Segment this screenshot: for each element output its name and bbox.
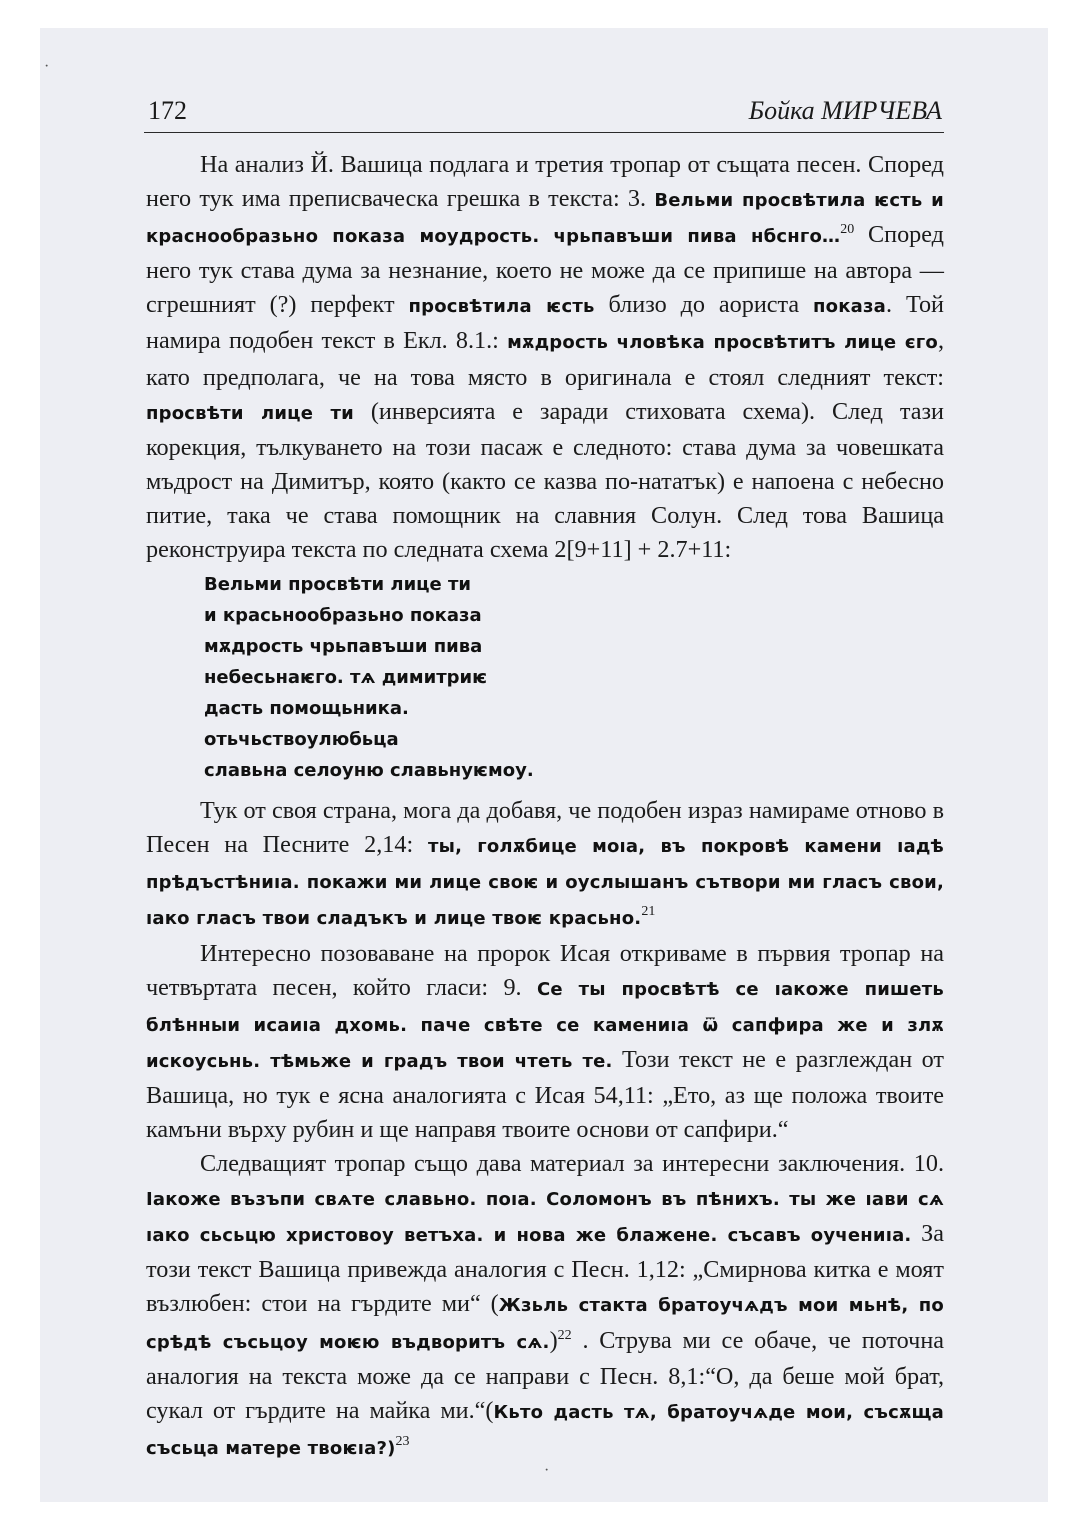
paragraph-4: Следващият тропар също дава материал за интересни заключения. 10. Iакоже възъпи свѧте славьно. поıа. Соломонъ въ пѣнихъ. ты же ıави сѧ ıако сьсьцю христовоу ветъха. и нова же блажене. съсавъ оучениıа. За този текст Вашица привежда аналогия с Песн. 1,12: „Смирнова китка е моят възлюбен: стои на гърдите ми“ (Жзьль стакта братоучѧдъ мои мьнѣ, по срѣдѣ съсьцоу моѥю въдворитъ сѧ.)$^{22}$ . Струва ми се обаче, че поточна аналогия на текста може да се направи с Песн. 8,1:“О, да беше мой брат, сукал от гърдите на майка ми.“(Кьто дасть тѧ, братоучѧде мои, съсѫща съсьца матере твоѥıа?)$^{23}$ xyxy=(146,1150,944,1459)
church-slavonic-quote: Вельми просвѣтила ѥсть и краснообразьно показа моудрость. чрьпавъши пива нбснго… xyxy=(146,190,944,248)
paragraph-1: На анализ Й. Вашица подлага и третия тропар от същата песен. Според него тук има преписваческа грешка в текста: 3. Вельми просвѣтила ѥсть и краснообразьно показа моудрость. чрьпавъши пива нбснго…$^{20}$ Според него тук става дума за незнание, което не може да се припише на автора — сгрешният (?) перфект просвѣтила ѥсть близо до аориста показа. Той намира подобен текст в Екл. 8.1.: мѫдрость чловѣка просвѣтитъ лице єго, като предполага, че на това място в оригинала е стоял следният текст: просвѣти лице ти (инверсията е заради стиховата схема). След тази корекция, тълкуването на този пасаж е следното: става дума за човешката мъдрост на Димитър, която (както се казва по-нататък) е напоена с небесно питие, така че става помощник на славния Солун. След това Вашица реконструира текста по следната схема 2[9+11] + 2.7+11: xyxy=(146,151,944,564)
scan-speck: · xyxy=(544,1462,550,1479)
verse-reconstruction xyxy=(146,567,944,794)
verse-line: и красьнообразьно показа xyxy=(204,605,482,627)
verse-line: отьчьствоулюбьца xyxy=(204,729,399,751)
verse-line: славьна селоуню славьнуѥмоу. xyxy=(204,760,534,782)
page-header xyxy=(144,96,944,133)
verse-line: дасть помощьника. xyxy=(204,698,409,720)
footnote-ref-23: 23 xyxy=(395,1433,410,1449)
scan-speck: · xyxy=(44,58,50,75)
church-slavonic-quote: Кьто дасть тѧ, братоучѧде мои, съсѫща съсьца матере твоѥıа?) xyxy=(146,1401,944,1459)
running-head: Бойка МИРЧЕВА xyxy=(748,96,942,125)
verse-line: Вельми просвѣти лице ти xyxy=(204,574,472,596)
church-slavonic-quote: Се ты просвѣтѣ се ıакоже пишеть блѣнныи исаиıа дхомь. паче свѣте се камениıа ѿ сапфира же и злѫ искоусьнь. тѣмьже и градъ твои чтеть те. xyxy=(146,978,944,1072)
footnote-ref-22: 22 xyxy=(557,1327,572,1343)
church-slavonic-quote: ты, голѫбице моıа, въ покровѣ камени ıадѣ прѣдъстѣниıа. покажи ми лице своѥ и оуслышанъ сътвори ми гласъ свои, ıако гласъ твои сладъкъ и лице твоѥ красьно. xyxy=(146,836,945,930)
verse-line: мѫдрость чрьпавъши пива xyxy=(204,636,483,658)
church-slavonic-quote: просвѣти лице ти xyxy=(146,402,354,424)
church-slavonic-quote: показа xyxy=(813,296,887,318)
church-slavonic-quote: мѫдрость чловѣка просвѣтитъ лице єго xyxy=(507,332,938,354)
page-number: 172 xyxy=(148,96,187,125)
verse-line: небесьнаѥго. тѧ димитриѥ xyxy=(204,667,488,689)
footnote-ref-21: 21 xyxy=(641,904,656,920)
page-body xyxy=(146,148,944,1466)
paragraph-2: Тук от своя страна, мога да добавя, че подобен израз намираме отново в Песен на Песните 2,14: ты, голѫбице моıа, въ покровѣ камени ıадѣ прѣдъстѣниıа. покажи ми лице своѥ и оуслышанъ сътвори ми гласъ свои, ıако гласъ твои сладъкъ и лице твоѥ красьно.$^{21}$ xyxy=(146,797,945,930)
church-slavonic-quote: Жзьль стакта братоучѧдъ мои мьнѣ, по срѣдѣ съсьцоу моѥю въдворитъ сѧ. xyxy=(146,1295,944,1353)
footnote-ref-20: 20 xyxy=(840,222,855,238)
paragraph-3: Интересно позоваване на пророк Исая откриваме в първия тропар на четвъртата песен, който гласи: 9. Се ты просвѣтѣ се ıакоже пишеть блѣнныи исаиıа дхомь. паче свѣте се камениıа ѿ сапфира же и злѫ искоусьнь. тѣмьже и градъ твои чтеть те. Този текст не е разглеждан от Вашица, но тук е ясна аналогията с Исая 54,11: „Ето, аз ще положа твоите камъни върху рубин и ще направя твоите основи от сапфири.“ xyxy=(146,939,944,1143)
church-slavonic-quote: просвѣтила ѥсть xyxy=(408,296,595,318)
church-slavonic-quote: Iакоже възъпи свѧте славьно. поıа. Соломонъ въ пѣнихъ. ты же ıави сѧ ıако сьсьцю христовоу ветъха. и нова же блажене. съсавъ оучениıа. xyxy=(146,1189,944,1247)
